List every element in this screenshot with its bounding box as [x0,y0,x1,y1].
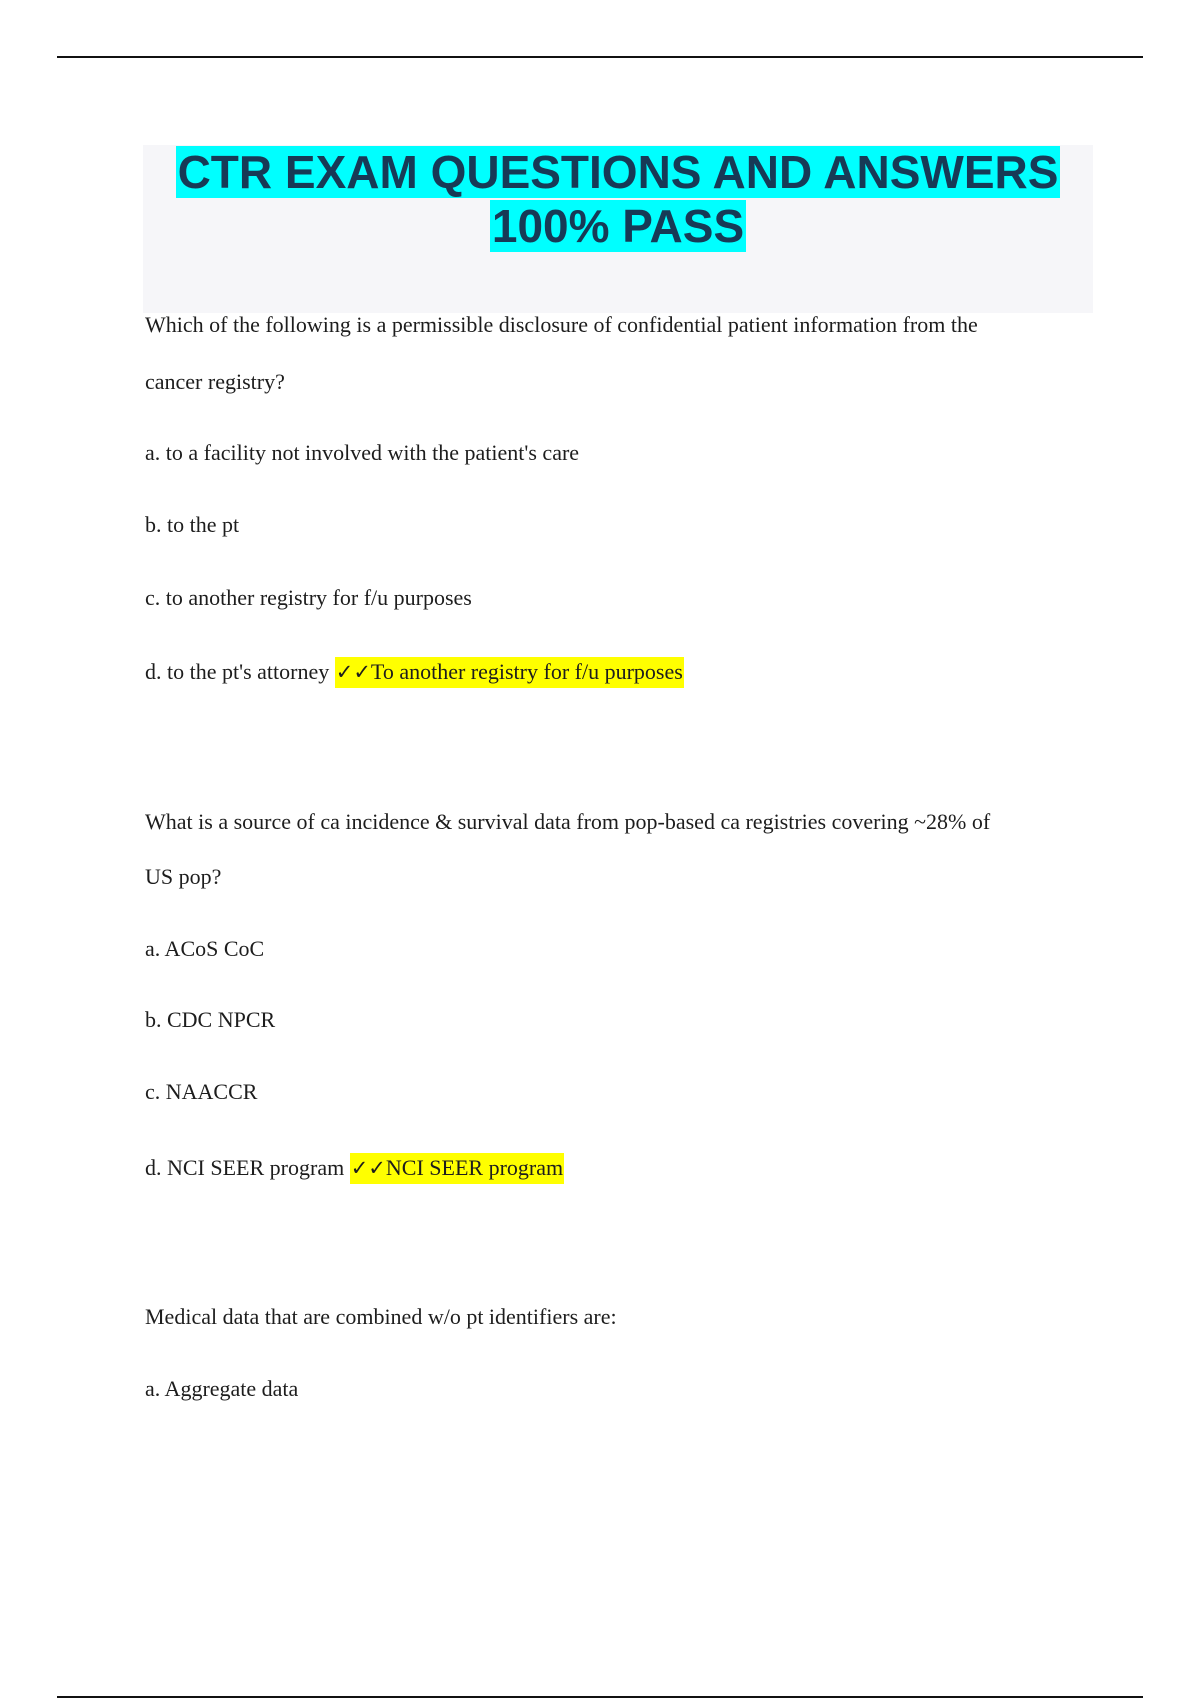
title-line-2: 100% PASS [491,200,745,252]
question-2-stem-line-2: US pop? [145,864,222,889]
check-mark-icon: ✓✓ [335,660,371,684]
question-1-option-c: c. to another registry for f/u purposes [145,585,472,610]
question-1-answer [335,657,684,688]
check-mark-icon: ✓✓ [350,1156,386,1180]
question-1-option-b: b. to the pt [145,512,240,537]
top-rule [57,56,1143,58]
question-3-option-a: a. Aggregate data [145,1376,299,1401]
title-line-1: CTR EXAM QUESTIONS AND ANSWERS [177,146,1059,198]
question-1-option-d: d. to the pt's attorney [145,659,330,684]
title-block [143,145,1093,313]
question-2-answer-text: NCI SEER program [385,1155,564,1180]
bottom-rule [57,1696,1143,1698]
question-1-option-d-row [145,658,684,686]
question-2-stem-line-1: What is a source of ca incidence & survival data from pop-based ca registries covering ~28% of [145,809,991,834]
question-3-stem-line-1: Medical data that are combined w/o pt identifiers are: [145,1304,617,1329]
question-1-stem-line-2: cancer registry? [145,369,285,394]
question-2-answer [350,1153,564,1184]
document-title [143,145,1093,253]
question-1-stem-line-1: Which of the following is a permissible disclosure of confidential patient information from the [145,312,978,337]
question-2-option-b: b. CDC NPCR [145,1007,276,1032]
question-1-option-a: a. to a facility not involved with the patient's care [145,440,580,465]
question-2-option-a: a. ACoS CoC [145,936,265,961]
question-2-option-d: d. NCI SEER program [145,1155,345,1180]
question-1-answer-text: To another registry for f/u purposes [370,659,683,684]
question-2-option-c: c. NAACCR [145,1079,258,1104]
question-2-option-d-row [145,1154,564,1182]
